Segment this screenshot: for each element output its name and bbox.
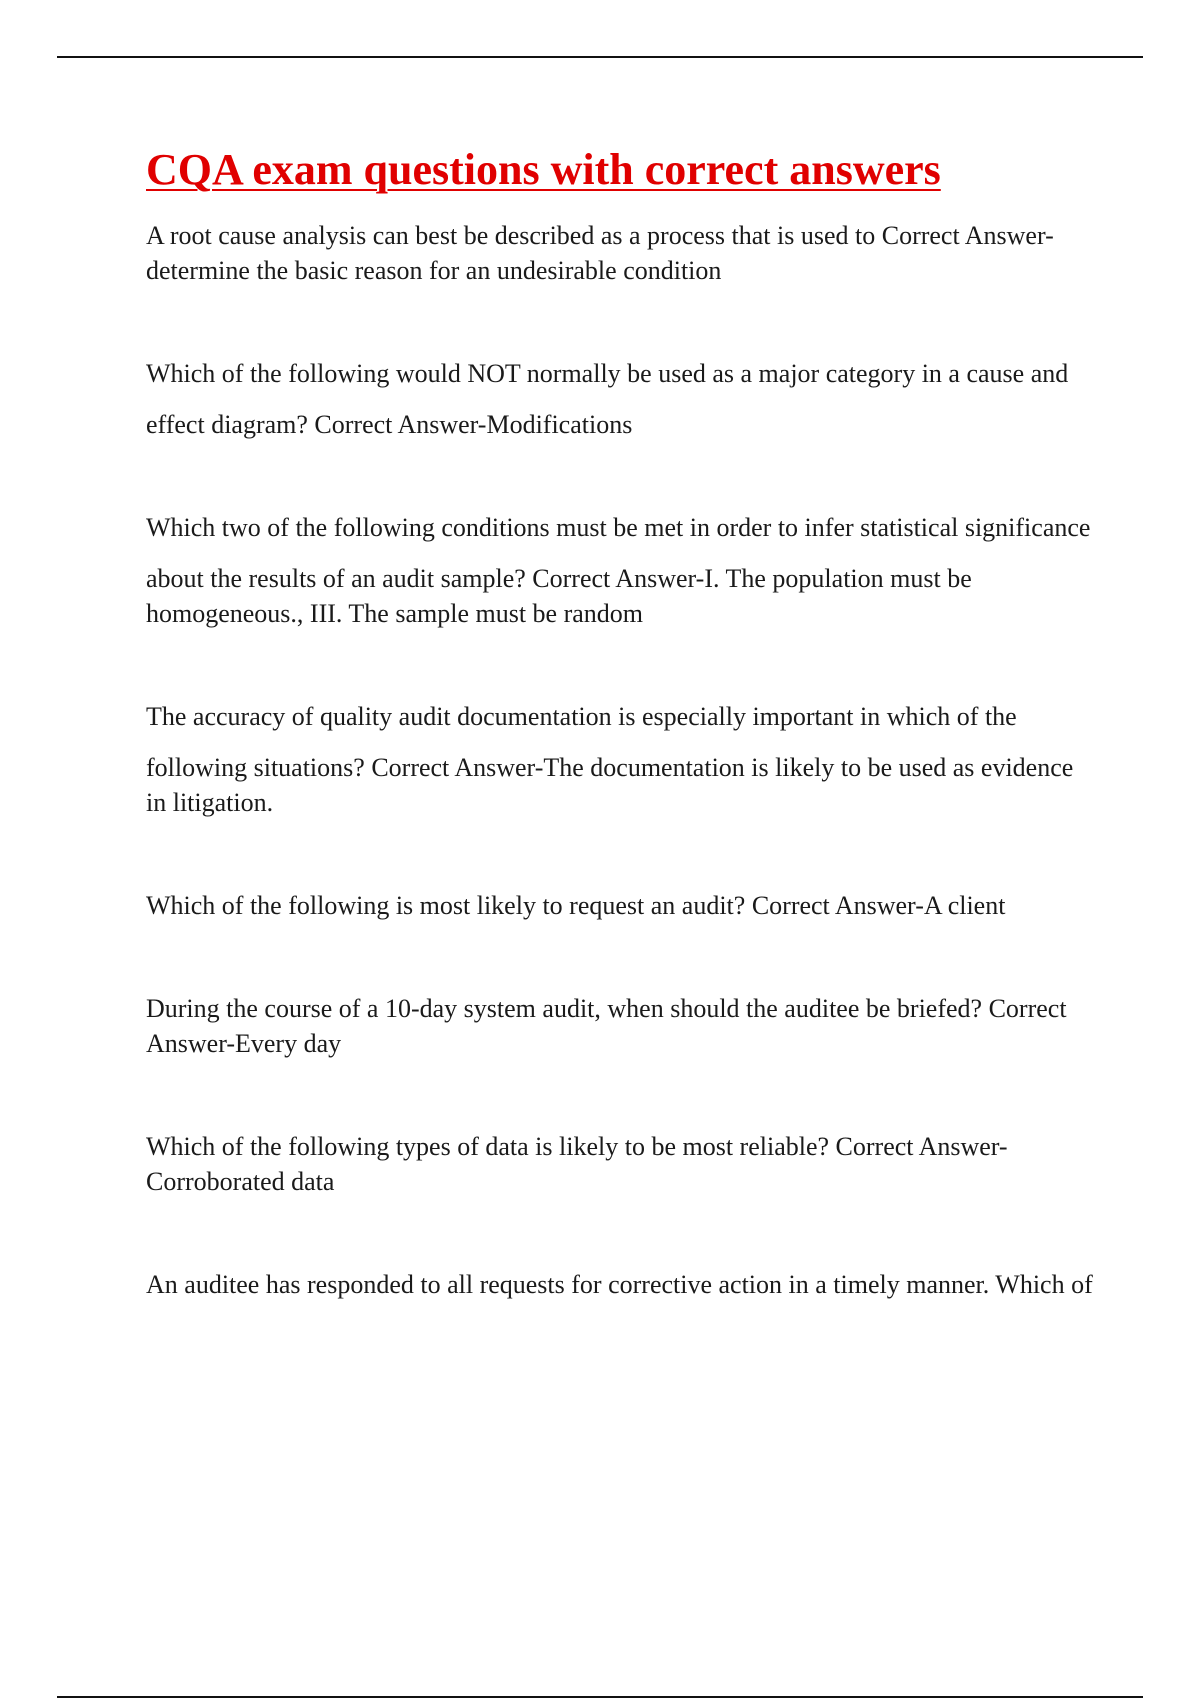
qa-entry-8 <box>146 1267 1096 1302</box>
top-rule <box>57 56 1143 58</box>
qa-paragraph: The accuracy of quality audit documentation is especially important in which of the <box>146 701 1017 731</box>
document-title: CQA exam questions with correct answers <box>146 145 941 194</box>
qa-paragraph: During the course of a 10-day system audit, when should the auditee be briefed? Correct Answer-Every day <box>146 993 1067 1058</box>
qa-entry-4 <box>146 699 1096 820</box>
qa-entry-6 <box>146 991 1096 1061</box>
qa-entry-7 <box>146 1129 1096 1199</box>
qa-entry-5 <box>146 888 1096 923</box>
qa-paragraph: An auditee has responded to all requests for corrective action in a timely manner. Which of <box>146 1269 1093 1299</box>
qa-entry-1 <box>146 218 1096 288</box>
qa-paragraph: Which of the following types of data is likely to be most reliable? Correct Answer-Corroborated data <box>146 1131 1008 1196</box>
qa-paragraph: Which two of the following conditions must be met in order to infer statistical significance <box>146 512 1091 542</box>
document-body <box>146 145 1096 1370</box>
bottom-rule <box>57 1696 1143 1698</box>
qa-paragraph: about the results of an audit sample? Correct Answer-I. The population must be homogeneous., III. The sample must be random <box>146 563 972 628</box>
qa-paragraph: effect diagram? Correct Answer-Modifications <box>146 409 633 439</box>
qa-entry-2 <box>146 356 1096 442</box>
qa-paragraph: Which of the following is most likely to request an audit? Correct Answer-A client <box>146 890 1006 920</box>
qa-entry-3 <box>146 510 1096 631</box>
qa-paragraph: following situations? Correct Answer-The documentation is likely to be used as evidence in litigation. <box>146 752 1074 817</box>
qa-paragraph: Which of the following would NOT normally be used as a major category in a cause and <box>146 358 1069 388</box>
qa-paragraph: A root cause analysis can best be described as a process that is used to Correct Answer-determine the basic reason for an undesirable condition <box>146 220 1054 285</box>
